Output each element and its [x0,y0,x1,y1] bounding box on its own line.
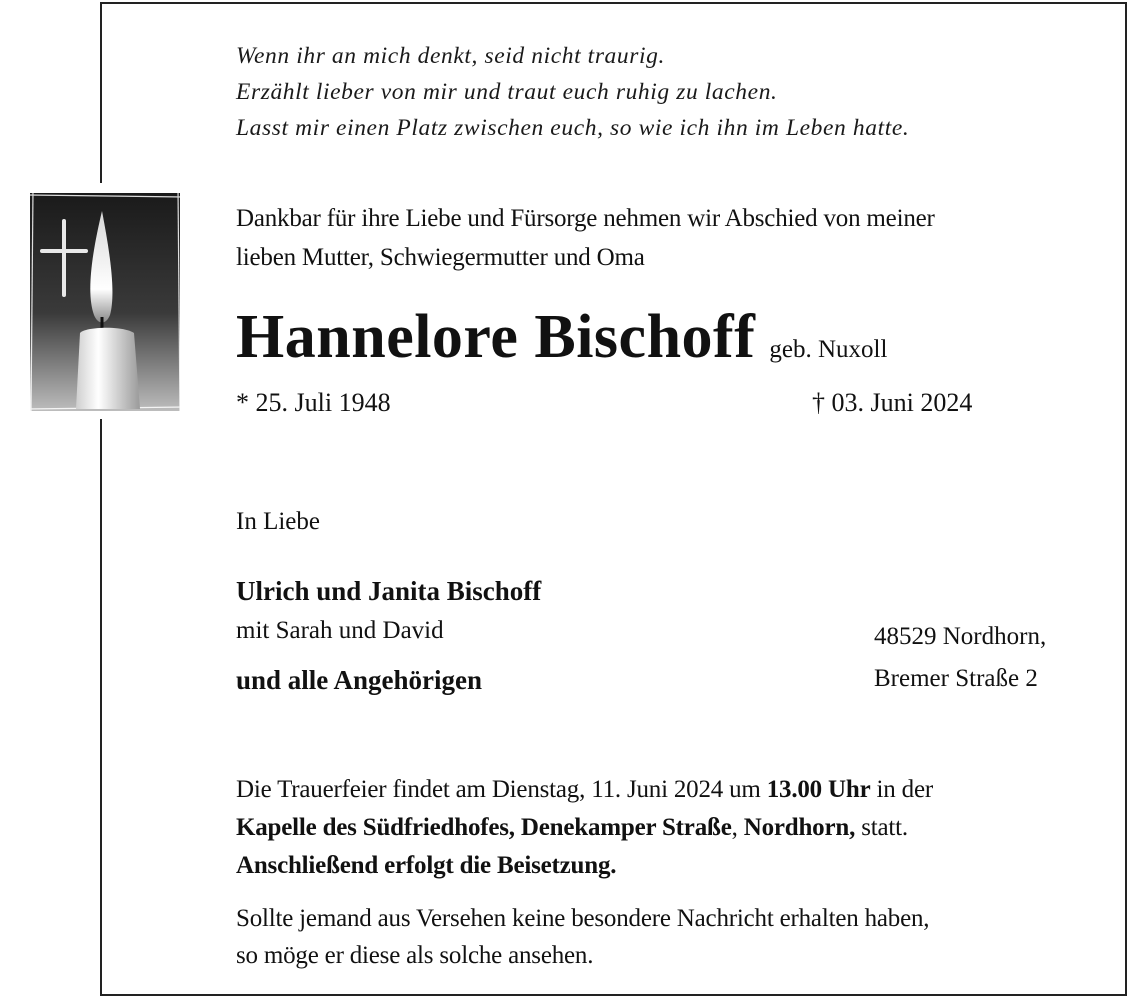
intro-text [236,199,935,277]
birth-date: * 25. Juli 1948 [236,388,391,417]
notice-text [236,900,929,974]
service-place: Kapelle des Südfriedhofes, Denekamper Straße [236,814,732,841]
candle-icon [76,328,140,409]
verse-line: Wenn ihr an mich denkt, seid nicht traurig. [236,43,665,69]
service-city: Nordhorn, [743,814,856,841]
notice-line: so möge er diese als solche ansehen. [236,942,594,969]
burial-note: Anschließend erfolgt die Beisetzung. [236,852,617,879]
intro-line: Dankbar für ihre Liebe und Fürsorge nehmen wir Abschied von meiner [236,205,935,232]
service-info [236,771,933,885]
candle-cross-image [22,183,188,419]
memorial-verse [236,38,909,146]
deceased-name: Hannelore Bischoff [236,303,756,371]
service-text: statt. [855,814,908,841]
mourner-relatives: und alle Angehörigen [236,665,483,695]
death-date: † 03. Juni 2024 [812,388,973,417]
verse-line: Erzählt lieber von mir und traut euch ruhig zu lachen. [236,79,778,105]
service-text: in der [870,776,933,803]
mourner-children: mit Sarah und David [236,617,444,644]
service-text: Die Trauerfeier findet am Dienstag, 11. Juni 2024 um [236,776,767,803]
birth-name: geb. Nuxoll [769,336,888,363]
deceased-name-block [236,302,887,373]
mourner-family: Ulrich und Janita Bischoff [236,576,542,606]
intro-line: lieben Mutter, Schwiegermutter und Oma [236,244,645,271]
notice-line: Sollte jemand aus Versehen keine besondere Nachricht erhalten haben, [236,905,930,932]
address-city: 48529 Nordhorn, [874,623,1047,650]
service-line-1 [236,771,933,809]
address-street: Bremer Straße 2 [874,665,1038,692]
verse-line: Lasst mir einen Platz zwischen euch, so wie ich ihn im Leben hatte. [236,115,910,141]
service-time: 13.00 Uhr [766,776,871,803]
service-text: , [731,814,744,841]
signoff: In Liebe [236,508,320,535]
service-line-2 [236,809,933,847]
